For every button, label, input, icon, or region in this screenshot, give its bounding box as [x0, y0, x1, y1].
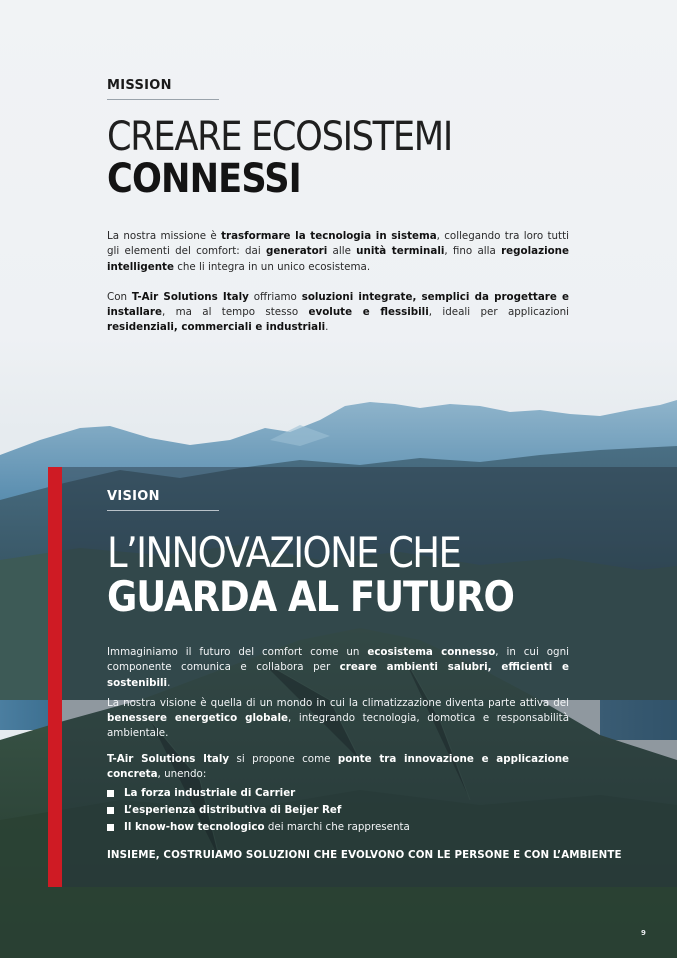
mission-paragraph-2	[107, 290, 569, 336]
vision-title-line2: GUARDA AL FUTURO	[107, 572, 514, 621]
bold-text-run: ecosistema connesso	[367, 646, 496, 658]
text-run: , integrando tecnologia, domotica e responsabilità ambientale.	[107, 712, 570, 740]
vision-paragraph-1	[107, 645, 569, 691]
bullet-item	[107, 785, 569, 802]
bold-text-run: residenziali, commerciali e industriali	[107, 321, 326, 334]
vision-paragraph-3	[107, 752, 569, 783]
bold-text-run: trasformare la tecnologia in sistema	[221, 230, 437, 242]
text-run: La nostra visione è quella di un mondo in cui la climatizzazione diventa parte attiva del	[107, 696, 569, 709]
text-run: che li integra in un unico ecosistema.	[173, 260, 371, 273]
vision-title-line1: L’INNOVAZIONE CHE	[107, 528, 461, 577]
bullet-text	[124, 819, 410, 836]
square-bullet-icon	[107, 790, 114, 797]
text-run: offriamo	[248, 290, 302, 303]
bullet-text	[124, 785, 295, 802]
mission-label: MISSION	[107, 78, 172, 93]
bold-text-run: evolute e flessibili	[308, 306, 429, 319]
vision-bullet-list	[107, 785, 569, 836]
text-run: alle	[327, 245, 357, 258]
mission-title-line2: CONNESSI	[107, 156, 301, 202]
square-bullet-icon	[107, 807, 114, 814]
mission-paragraph-1	[107, 229, 569, 275]
bold-text-run: creare ambienti salubri, efficienti e sostenibili	[107, 661, 569, 689]
vision-label: VISION	[107, 489, 160, 504]
bold-text-run: L’esperienza distributiva di Beijer Ref	[124, 804, 342, 817]
text-run: si propone come	[229, 752, 338, 765]
bullet-item	[107, 802, 569, 819]
bullet-text	[124, 802, 341, 819]
text-run: , fino alla	[444, 245, 502, 258]
vision-label-divider	[107, 510, 219, 511]
bold-text-run: soluzioni integrate, semplici da progettare e installare	[107, 290, 569, 319]
bold-text-run: T-Air Solutions Italy	[131, 290, 249, 303]
bold-text-run: benessere energetico globale	[107, 712, 288, 725]
text-run: dei marchi che rappresenta	[264, 821, 410, 834]
text-run: , in cui ogni componente comunica e collabora per	[107, 646, 569, 674]
vision-closing-statement: INSIEME, COSTRUIAMO SOLUZIONI CHE EVOLVONO CON LE PERSONE E CON L’AMBIENTE	[107, 849, 622, 862]
mission-title-line1: CREARE ECOSISTEMI	[107, 114, 452, 160]
text-run: , ma al tempo stesso	[161, 306, 309, 319]
text-run: .	[167, 676, 171, 689]
text-run: Con	[107, 290, 132, 303]
page-number: 9	[641, 929, 646, 937]
accent-red-bar	[48, 467, 62, 887]
bold-text-run: ponte tra innovazione e applicazione concreta	[107, 752, 570, 781]
bold-text-run: T-Air Solutions Italy	[107, 752, 230, 765]
text-run: , unendo:	[157, 768, 207, 781]
bold-text-run: regolazione intelligente	[107, 245, 569, 273]
text-run: , collegando tra loro tutti gli elementi del comfort: dai	[107, 230, 569, 258]
text-run: , ideali per applicazioni	[428, 306, 569, 319]
text-run: .	[325, 321, 329, 334]
bold-text-run: generatori	[265, 245, 328, 258]
square-bullet-icon	[107, 824, 114, 831]
bold-text-run: La forza industriale di Carrier	[124, 787, 296, 800]
text-run: Immaginiamo il futuro del comfort come un	[107, 646, 368, 658]
bold-text-run: Il know-how tecnologico	[124, 821, 265, 834]
bullet-item	[107, 819, 569, 836]
bold-text-run: unità terminali	[356, 245, 445, 258]
mission-label-divider	[107, 99, 219, 100]
vision-section	[107, 489, 622, 862]
mission-section	[107, 78, 569, 336]
text-run: La nostra missione è	[107, 230, 222, 242]
vision-paragraph-2	[107, 696, 569, 742]
